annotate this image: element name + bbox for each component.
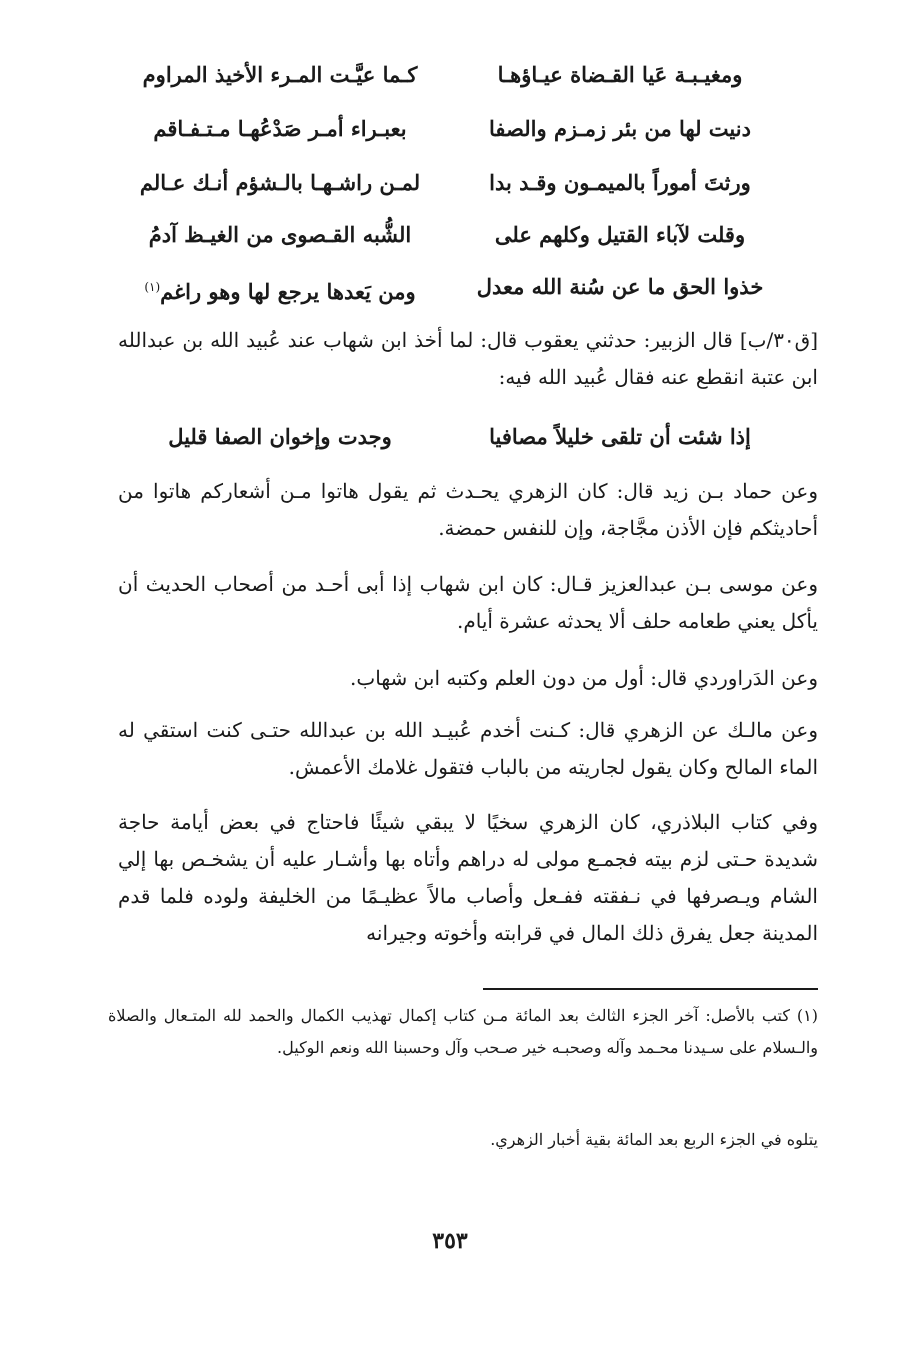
verse-second-hemistich: الشُّبه القـصوى من الغيـظ آدمُ	[148, 222, 412, 247]
footnote-continuation: يتلوه في الجزء الربع بعد المائة بقية أخبار الزهري.	[490, 1130, 818, 1149]
verse-second-hemistich	[130, 267, 430, 312]
verse-first-hemistich: ورثتَ أموراً بالميمـون وقـد بدا	[489, 170, 751, 195]
verse-first-hemistich: خذوا الحق ما عن سُنة الله معدل	[476, 274, 764, 299]
verse-first-hemistich: دنيت لها من بئر زمـزم والصفا	[489, 116, 751, 141]
verse-line	[130, 417, 770, 471]
paragraph-zubair: [ق٣٠/ب] قال الزبير: حدثني يعقوب قال: لما أخذ ابن شهاب عند عُبيد الله بن عبدالله ابن عتبة انقطع عنه فقال عُبيد الله فيه:	[118, 328, 818, 389]
page-number: ٣٥٣	[432, 1228, 468, 1254]
footnote-1: (١) كتب بالأصل: آخر الجزء الثالث بعد المائة مـن كتاب إكمال تهذيب الكمال والحمد لله المتـعال والصلاة والـسلام على سـيدنا محـمد وآله وصحبـه خير صـحب وآل وحسبنا الله ونعم الوكيل.	[108, 1006, 818, 1057]
verse-second-text: ومن يَعدها يرجع لها وهو راغم	[160, 279, 416, 304]
paragraph-hammad: وعن حماد بـن زيد قال: كان الزهري يحـدث ثم يقول هاتوا مـن أشعاركم هاتوا من أحاديثكم فإن الأذن مجَّاجة، وإن للنفس حمضة.	[118, 479, 818, 540]
verse-line	[130, 163, 770, 217]
paragraph-malik: وعن مالـك عن الزهري قال: كـنت أخدم عُبيـد الله بن عبدالله حتـى كنت استقي له الماء المالح وكان يقول لجاريته من بالباب فتقول غلامك الأعمش.	[118, 718, 818, 779]
verse-second-hemistich: بعبـراء أمـر صَدْعُهـا مـتـفـاقم	[153, 116, 407, 141]
paragraph-darawardi: وعن الدَراوردي قال: أول من دون العلم وكتبه ابن شهاب.	[350, 666, 818, 690]
verse-line	[130, 109, 770, 163]
paragraph-musa: وعن موسى بـن عبدالعزيز قـال: كان ابن شهاب إذا أبى أحـد من أصحاب الحديث أن يأكل يعني طعامه حلف ألا يحدثه عشرة أيام.	[118, 572, 818, 633]
footnote-divider	[483, 988, 818, 990]
footnote-marker: (١)	[144, 280, 161, 294]
verse-second-hemistich: كـما عيَّـت المـرء الأخيذ المراوم	[142, 62, 418, 87]
verse-line	[130, 55, 770, 109]
paragraph-baladhuri: وفي كتاب البلاذري، كان الزهري سخيًا لا يبقي شيئًا فاحتاج في بعض أيامة حاجة شديدة حـتى لزم بيته فجمـع مولى له دراهم وأتاه بها وأشـار عليه أن يشخـص بها إلي الشام ويـصرفها في نـفقته ففـعل وأصاب مالاً عظيـمًا من الخليفة ولوده فلما قدم المدينة جعل يفرق ذلك المال في قرابته وأخوته وجيرانه	[118, 810, 818, 945]
verse-first-hemistich: وقلت لآباء القتيل وكلهم على	[494, 222, 746, 247]
verse-line	[130, 267, 770, 321]
verse-second-hemistich: لمـن راشـهـا بالـشؤم أنـك عـالم	[139, 170, 421, 195]
verse-first-hemistich: ومغيـبـة عَيا القـضاة عيـاؤهـا	[497, 62, 743, 87]
verse-first-hemistich: إذا شئت أن تلقى خليلاً مصافيا	[489, 424, 751, 449]
verse-second-hemistich: وجدت وإخوان الصفا قليل	[168, 424, 392, 449]
verse-line	[130, 215, 770, 269]
